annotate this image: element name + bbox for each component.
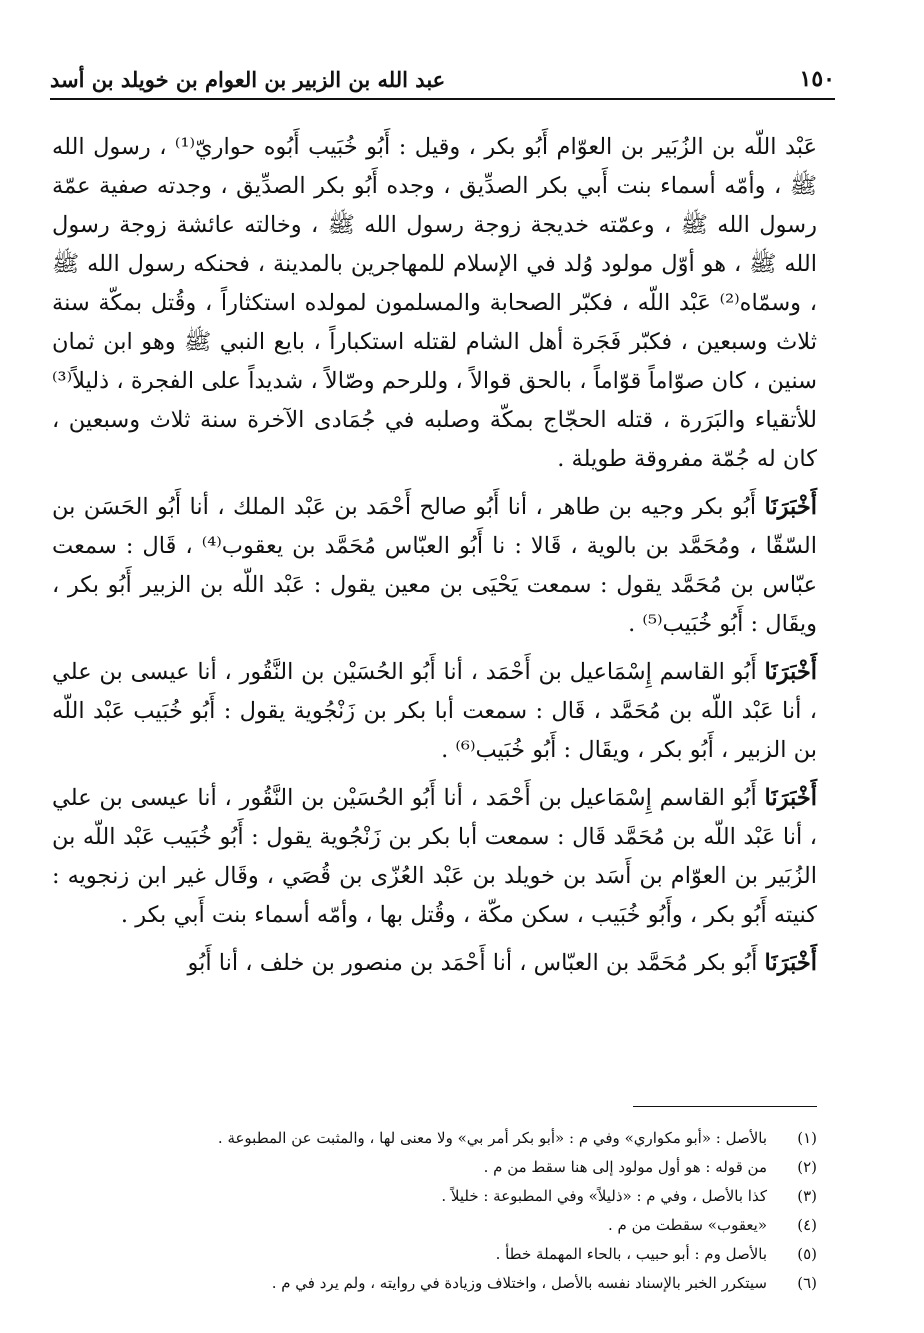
footnote-text: «يعقوب» سقطت من م . (608, 1216, 767, 1234)
footnote (52, 1211, 817, 1240)
footnote-text: كذا بالأصل ، وفي م : «ذليلاً» وفي المطبوعة : خليلاً . (441, 1187, 767, 1205)
paragraph (52, 779, 817, 935)
footnote-number: (٥) (797, 1245, 817, 1263)
paragraph (52, 944, 817, 983)
paragraph-text: أَبُو القاسم إِسْمَاعيل بن أَحْمَد ، أنا أَبُو الحُسَيْن بن النَّقُور ، أنا عيسى بن علي ، أنا عَبْد اللّه بن مُحَمَّد قَال : سمعت أبا بكر بن زَنْجُوية يقول : أَبُو خُبَيب عَبْد اللّه بن الزُبَير بن العوّام بن أَسَد بن خويلد بن عَبْد العُزّى بن قُصَي ، وقَال غير ابن زنجويه : كنيته أَبُو بكر ، وأَبُو خُبَيب ، سكن مكّة ، وقُتل بها ، وأمّه أسماء بنت أَبي بكر . (52, 785, 817, 928)
footnote (52, 1124, 817, 1153)
paragraph-lead: أَخْبَرَنَا (764, 659, 817, 685)
footnotes (52, 1124, 817, 1298)
paragraph-lead: أَخْبَرَنَا (764, 494, 817, 520)
paragraph (52, 488, 817, 644)
footnote-number: (٦) (797, 1274, 817, 1292)
paragraph (52, 653, 817, 770)
footnote-text: بالأصل وم : أبو حبيب ، بالحاء المهملة خطأ . (495, 1245, 767, 1263)
footnote-text: من قوله : هو أول مولود إلى هنا سقط من م . (483, 1158, 767, 1176)
footnote (52, 1240, 817, 1269)
page-header (50, 66, 835, 100)
footnote-divider (633, 1106, 817, 1107)
footnote-text: سيتكرر الخبر بالإسناد نفسه بالأصل ، واختلاف وزيادة في روايته ، ولم يرد في م . (271, 1274, 767, 1292)
paragraph-lead: أَخْبَرَنَا (764, 785, 817, 811)
paragraph-text: عَبْد اللّه بن الزُبَير بن العوّام أَبُو بكر ، وقيل : أَبُو خُبَيب أَبُوه حواريّ⁽¹⁾ ، رسول الله ﷺ ، وأمّه أسماء بنت أَبي بكر الصدِّيق ، وجده أَبُو بكر الصدِّيق ، وجدته صفية عمّة رسول الله ﷺ ، وعمّته خديجة زوجة رسول الله ﷺ ، وخالته عائشة زوجة رسول الله ﷺ ، هو أوّل مولود وُلد في الإسلام للمهاجرين بالمدينة ، فحنكه رسول الله ﷺ ، وسمّاه⁽²⁾ عَبْد اللّه ، فكبّر الصحابة والمسلمون لمولده استكثاراً ، وقُتل بمكّة سنة ثلاث وسبعين ، فكبّر فَجَرة أهل الشام لقتله استكباراً ، بايع النبي ﷺ وهو ابن ثمان سنين ، كان صوّاماً قوّاماً ، بالحق قوالاً ، وللرحم وصّالاً ، شديداً على الفجرة ، ذليلاً⁽³⁾ للأتقياء والبَرَرة ، قتله الحجّاج بمكّة وصلبه في جُمَادى الآخرة سنة ثلاث وسبعين ، كان له جُمّة مفروقة طويلة . (52, 134, 818, 472)
footnote-number: (٤) (797, 1216, 817, 1234)
paragraph-text: أَبُو القاسم إِسْمَاعيل بن أَحْمَد ، أنا أَبُو الحُسَيْن بن النَّقُور ، أنا عيسى بن علي ، أنا عَبْد اللّه بن مُحَمَّد ، قَال : سمعت أبا بكر بن زَنْجُوية يقول : أَبُو خُبَيب عَبْد اللّه بن الزبير ، أَبُو بكر ، ويقَال : أَبُو خُبَيب⁽⁶⁾ . (52, 659, 817, 763)
paragraph-text: أَبُو بكر مُحَمَّد بن العبّاس ، أنا أَحْمَد بن منصور بن خلف ، أنا أَبُو (187, 950, 765, 976)
footnote-text: بالأصل : «أبو مكواري» وفي م : «أبو بكر أمر بي» ولا معنى لها ، والمثبت عن المطبوعة . (217, 1129, 767, 1147)
paragraph (52, 128, 817, 479)
running-title: عبد الله بن الزبير بن العوام بن خويلد بن أسد (50, 67, 446, 92)
footnote (52, 1153, 817, 1182)
footnote-number: (١) (797, 1129, 817, 1147)
footnote-number: (٣) (797, 1187, 817, 1205)
footnote (52, 1269, 817, 1298)
footnote-number: (٢) (797, 1158, 817, 1176)
paragraph-text: أَبُو بكر وجيه بن طاهر ، أنا أَبُو صالح أَحْمَد بن عَبْد الملك ، أنا أَبُو الحَسَن بن السّقّا ، ومُحَمَّد بن بالوية ، قَالا : نا أَبُو العبّاس مُحَمَّد بن يعقوب⁽⁴⁾ ، قَال : سمعت عبّاس بن مُحَمَّد يقول : سمعت يَحْيَى بن معين يقول : عَبْد اللّه بن الزبير أَبُو بكر ، ويقَال : أَبُو خُبَيب⁽⁵⁾ . (52, 494, 817, 637)
footnote (52, 1182, 817, 1211)
page-number: ١٥٠ (799, 66, 835, 92)
paragraph-lead: أَخْبَرَنَا (764, 950, 817, 976)
main-text (52, 128, 817, 983)
